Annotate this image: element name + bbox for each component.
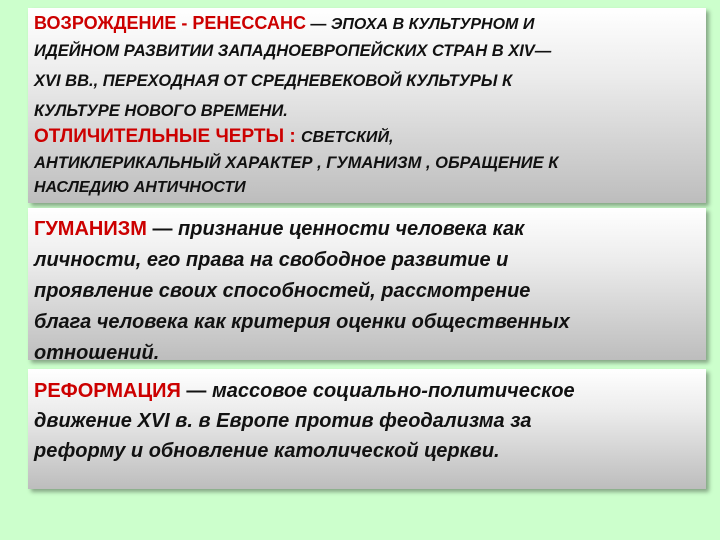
reformation-line-3: реформу и обновление католической церкви. (34, 440, 500, 462)
renaissance-definition-line-1 (34, 12, 700, 36)
reformation-line-2: движение XVI в. в Европе против феодализма за (34, 410, 532, 432)
humanism-term: ГУМАНИЗМ (34, 218, 147, 240)
humanism-dash: — (146, 218, 179, 240)
reformation-line-1 (34, 376, 700, 406)
features-first: СВЕТСКИЙ, (300, 129, 394, 146)
humanism-line-3: проявление своих способностей, рассмотрение (34, 280, 531, 302)
humanism-first-line: признание ценности человека как (178, 218, 525, 240)
renaissance-line-4: КУЛЬТУРЕ НОВОГО ВРЕМЕНИ. (34, 102, 288, 120)
renaissance-first-line: ЭПОХА В КУЛЬТУРНОМ И (330, 16, 535, 33)
renaissance-line-3: XVI ВВ., ПЕРЕХОДНАЯ ОТ СРЕДНЕВЕКОВОЙ КУЛЬТУРЫ К (34, 72, 513, 90)
features-label: ОТЛИЧИТЕЛЬНЫЕ ЧЕРТЫ : (34, 126, 301, 147)
renaissance-dash: — (305, 16, 331, 33)
renaissance-card (28, 8, 706, 203)
renaissance-term: ВОЗРОЖДЕНИЕ - РЕНЕССАНС (34, 13, 306, 33)
reformation-card (28, 369, 706, 489)
renaissance-line-2: ИДЕЙНОМ РАЗВИТИИ ЗАПАДНОЕВРОПЕЙСКИХ СТРАН В XIV— (34, 42, 552, 60)
features-line-1 (34, 126, 700, 149)
reformation-dash: — (180, 380, 212, 402)
humanism-line-2: личности, его права на свободное развитие и (34, 249, 509, 271)
humanism-card (28, 208, 706, 360)
reformation-term: РЕФОРМАЦИЯ (34, 380, 181, 402)
reformation-first-line: массовое социально-политическое (211, 380, 575, 402)
features-line-2: АНТИКЛЕРИКАЛЬНЫЙ ХАРАКТЕР , ГУМАНИЗМ , ОБРАЩЕНИЕ К (34, 154, 559, 172)
humanism-line-1 (34, 214, 700, 245)
features-line-3: НАСЛЕДИЮ АНТИЧНОСТИ (34, 179, 246, 196)
humanism-line-4: блага человека как критерия оценки общественных (34, 311, 570, 333)
humanism-line-5: отношений. (34, 342, 160, 360)
